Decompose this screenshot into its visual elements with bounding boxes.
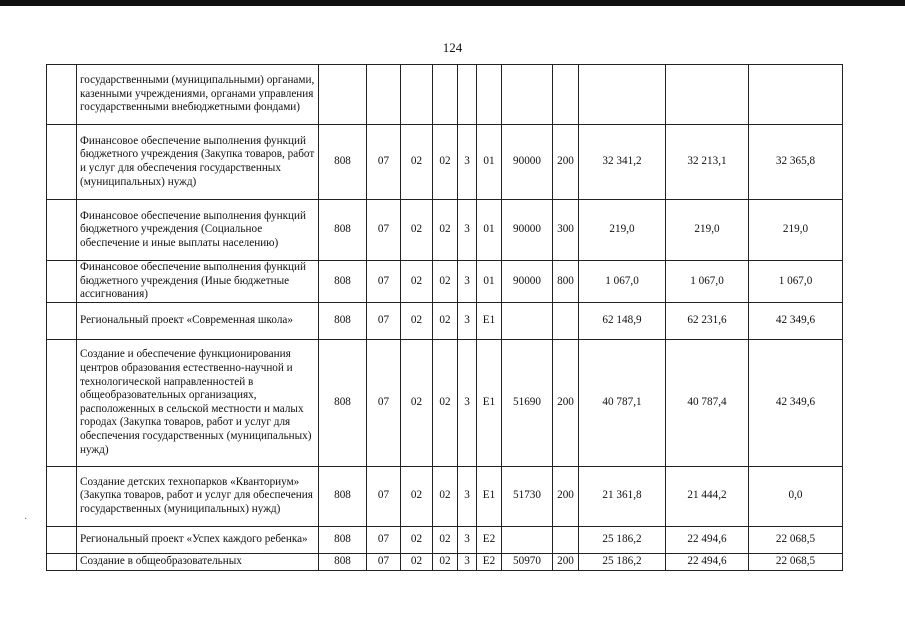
scan-speck: · — [24, 514, 28, 525]
section-cell: 07 — [367, 261, 401, 303]
description-cell: Финансовое обеспечение выполнения функций бюджетного учреждения (Иные бюджетные ассигнования) — [77, 261, 319, 303]
ministry-cell: 808 — [319, 125, 367, 200]
subsection-cell — [401, 65, 433, 125]
index-cell — [47, 466, 77, 526]
section-cell: 07 — [367, 466, 401, 526]
program-cell — [433, 65, 458, 125]
ministry-cell: 808 — [319, 526, 367, 553]
amount_1-cell: 219,0 — [579, 200, 666, 261]
amount_3-cell: 0,0 — [749, 466, 843, 526]
subprogram-cell: 3 — [458, 125, 477, 200]
program-cell: 02 — [433, 302, 458, 339]
program-cell: 02 — [433, 466, 458, 526]
table-row — [47, 261, 843, 303]
table-row — [47, 302, 843, 339]
direction-cell: 90000 — [502, 200, 553, 261]
amount_1-cell: 40 787,1 — [579, 339, 666, 466]
amount_1-cell — [579, 65, 666, 125]
direction-cell — [502, 65, 553, 125]
subprogram-cell: 3 — [458, 261, 477, 303]
subprogram-cell: 3 — [458, 466, 477, 526]
budget-table — [46, 64, 843, 571]
index-cell — [47, 125, 77, 200]
subsection-cell: 02 — [401, 125, 433, 200]
amount_3-cell — [749, 65, 843, 125]
amount_2-cell: 22 494,6 — [666, 553, 749, 570]
description-cell: Финансовое обеспечение выполнения функций бюджетного учреждения (Закупка товаров, работ и услуг для обеспечения государственных (муниципальных) нужд) — [77, 125, 319, 200]
subprogram-cell: 3 — [458, 526, 477, 553]
table-row — [47, 553, 843, 570]
subprogram-cell: 3 — [458, 200, 477, 261]
amount_2-cell: 21 444,2 — [666, 466, 749, 526]
description-cell: государственными (муниципальными) органами, казенными учреждениями, органами управления государственными внебюджетными фондами) — [77, 65, 319, 125]
expense_type-cell — [553, 65, 579, 125]
amount_1-cell: 25 186,2 — [579, 553, 666, 570]
program-cell: 02 — [433, 526, 458, 553]
index-cell — [47, 339, 77, 466]
program-cell: 02 — [433, 339, 458, 466]
subsection-cell: 02 — [401, 553, 433, 570]
ministry-cell: 808 — [319, 466, 367, 526]
expense_type-cell: 800 — [553, 261, 579, 303]
subprogram-cell: 3 — [458, 302, 477, 339]
program-cell: 02 — [433, 125, 458, 200]
amount_3-cell: 219,0 — [749, 200, 843, 261]
index-cell — [47, 526, 77, 553]
description-cell: Региональный проект «Успех каждого ребенка» — [77, 526, 319, 553]
direction-cell: 90000 — [502, 125, 553, 200]
index-cell — [47, 65, 77, 125]
subsection-cell: 02 — [401, 302, 433, 339]
main_event-cell: 01 — [477, 261, 502, 303]
main_event-cell — [477, 65, 502, 125]
description-cell: Создание в общеобразовательных — [77, 553, 319, 570]
subsection-cell: 02 — [401, 200, 433, 261]
ministry-cell: 808 — [319, 302, 367, 339]
expense_type-cell: 200 — [553, 125, 579, 200]
description-cell: Региональный проект «Современная школа» — [77, 302, 319, 339]
table-row — [47, 466, 843, 526]
amount_3-cell: 22 068,5 — [749, 553, 843, 570]
section-cell: 07 — [367, 339, 401, 466]
main_event-cell: 01 — [477, 125, 502, 200]
program-cell: 02 — [433, 200, 458, 261]
subsection-cell: 02 — [401, 261, 433, 303]
expense_type-cell — [553, 526, 579, 553]
direction-cell: 51730 — [502, 466, 553, 526]
main_event-cell: E1 — [477, 466, 502, 526]
index-cell — [47, 200, 77, 261]
expense_type-cell: 200 — [553, 466, 579, 526]
subprogram-cell — [458, 65, 477, 125]
subsection-cell: 02 — [401, 526, 433, 553]
budget-table-container — [46, 64, 842, 571]
direction-cell — [502, 302, 553, 339]
amount_1-cell: 32 341,2 — [579, 125, 666, 200]
direction-cell: 90000 — [502, 261, 553, 303]
subsection-cell: 02 — [401, 466, 433, 526]
ministry-cell: 808 — [319, 200, 367, 261]
subsection-cell: 02 — [401, 339, 433, 466]
amount_2-cell: 32 213,1 — [666, 125, 749, 200]
amount_1-cell: 1 067,0 — [579, 261, 666, 303]
amount_3-cell: 1 067,0 — [749, 261, 843, 303]
direction-cell — [502, 526, 553, 553]
amount_3-cell: 42 349,6 — [749, 339, 843, 466]
amount_1-cell: 62 148,9 — [579, 302, 666, 339]
main_event-cell: E1 — [477, 302, 502, 339]
amount_3-cell: 22 068,5 — [749, 526, 843, 553]
section-cell: 07 — [367, 302, 401, 339]
ministry-cell — [319, 65, 367, 125]
amount_2-cell: 219,0 — [666, 200, 749, 261]
page-number: 124 — [442, 40, 463, 55]
main_event-cell: E2 — [477, 526, 502, 553]
ministry-cell: 808 — [319, 339, 367, 466]
scan-top-edge — [0, 0, 905, 6]
section-cell — [367, 65, 401, 125]
section-cell: 07 — [367, 125, 401, 200]
table-row — [47, 526, 843, 553]
amount_1-cell: 25 186,2 — [579, 526, 666, 553]
ministry-cell: 808 — [319, 553, 367, 570]
main_event-cell: E2 — [477, 553, 502, 570]
amount_1-cell: 21 361,8 — [579, 466, 666, 526]
table-row — [47, 125, 843, 200]
expense_type-cell: 300 — [553, 200, 579, 261]
subprogram-cell: 3 — [458, 339, 477, 466]
amount_2-cell: 1 067,0 — [666, 261, 749, 303]
program-cell: 02 — [433, 553, 458, 570]
direction-cell: 51690 — [502, 339, 553, 466]
amount_2-cell: 62 231,6 — [666, 302, 749, 339]
description-cell: Создание детских технопарков «Кванториум» (Закупка товаров, работ и услуг для обеспечения государственных (муниципальных) нужд) — [77, 466, 319, 526]
amount_2-cell — [666, 65, 749, 125]
table-row — [47, 200, 843, 261]
amount_3-cell: 42 349,6 — [749, 302, 843, 339]
section-cell: 07 — [367, 553, 401, 570]
main_event-cell: E1 — [477, 339, 502, 466]
expense_type-cell — [553, 302, 579, 339]
table-row — [47, 65, 843, 125]
description-cell: Создание и обеспечение функционирования центров образования естественно-научной и технологической направленностей в общеобразовательных организациях, расположенных в сельской местности и малых городах (Закупка товаров, работ и услуг для обеспечения государственных (муниципальных) нужд) — [77, 339, 319, 466]
main_event-cell: 01 — [477, 200, 502, 261]
amount_2-cell: 40 787,4 — [666, 339, 749, 466]
index-cell — [47, 261, 77, 303]
expense_type-cell: 200 — [553, 553, 579, 570]
description-cell: Финансовое обеспечение выполнения функций бюджетного учреждения (Социальное обеспечение и иные выплаты населению) — [77, 200, 319, 261]
amount_2-cell: 22 494,6 — [666, 526, 749, 553]
amount_3-cell: 32 365,8 — [749, 125, 843, 200]
direction-cell: 50970 — [502, 553, 553, 570]
expense_type-cell: 200 — [553, 339, 579, 466]
index-cell — [47, 553, 77, 570]
section-cell: 07 — [367, 200, 401, 261]
table-body — [47, 65, 843, 571]
ministry-cell: 808 — [319, 261, 367, 303]
index-cell — [47, 302, 77, 339]
table-row — [47, 339, 843, 466]
program-cell: 02 — [433, 261, 458, 303]
subprogram-cell: 3 — [458, 553, 477, 570]
section-cell: 07 — [367, 526, 401, 553]
